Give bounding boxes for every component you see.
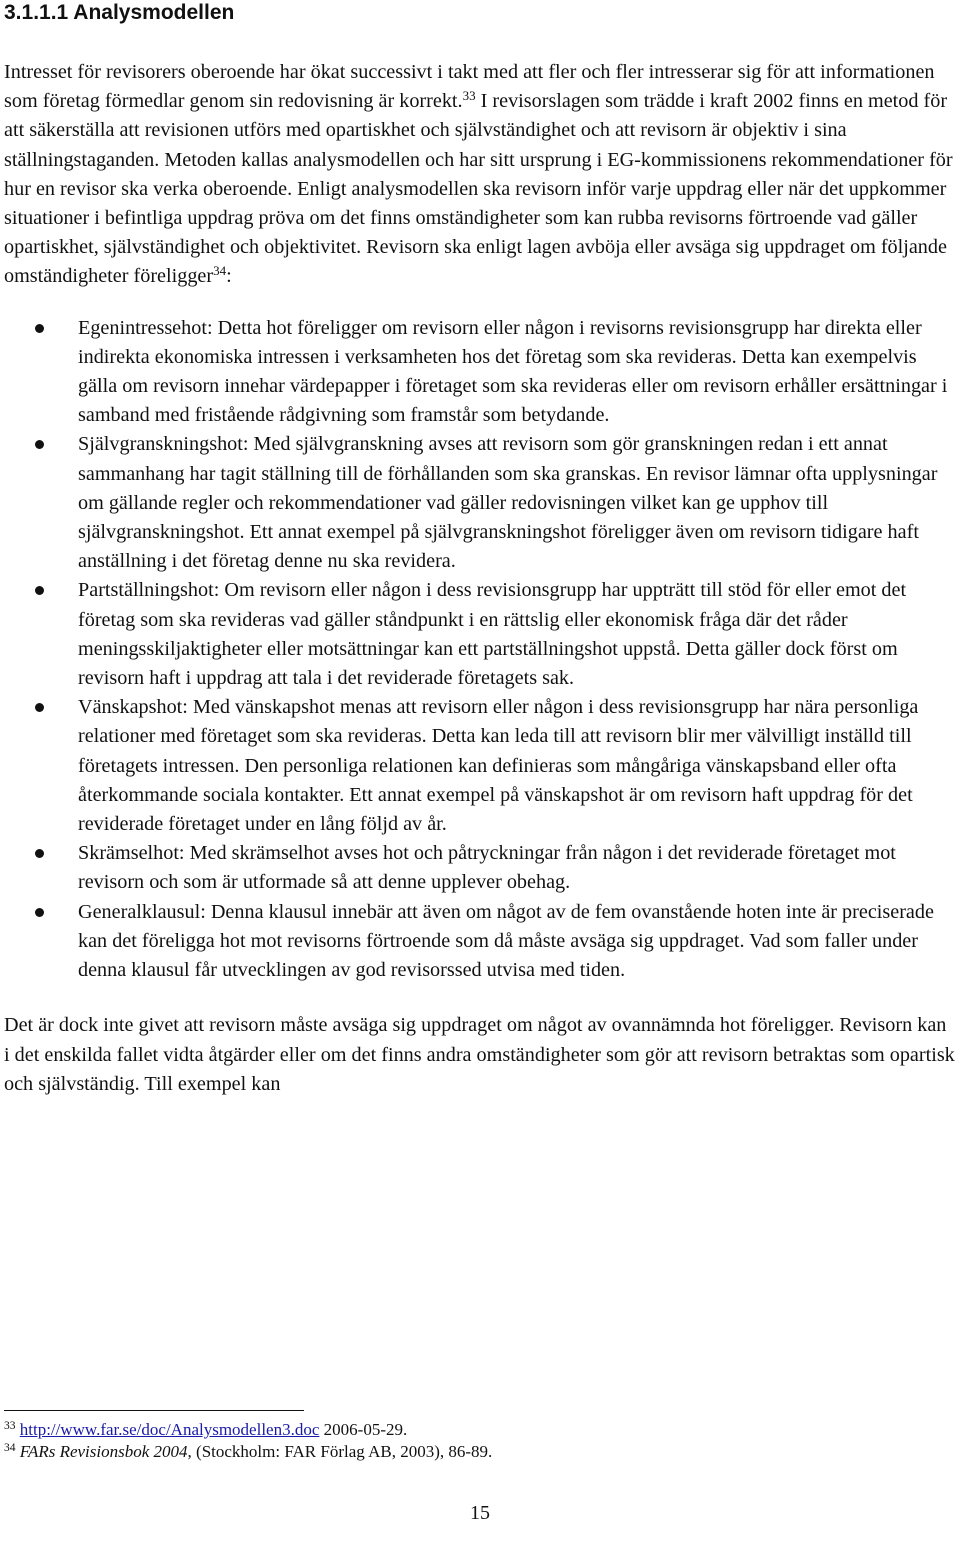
bullet-icon (35, 586, 44, 595)
threat-item-skramsel (4, 839, 956, 897)
footnote-date: 2006-05-29. (319, 1420, 408, 1439)
bullet-icon (35, 849, 44, 858)
threat-text: Egenintressehot: Detta hot föreligger om revisorn eller någon i revisorns revisionsgrupp har direkta eller indirekta ekonomiska intressen i verksamheten hos det företag som ska revideras. Detta kan exempelvis gälla om revisorn innehar värdepapper i företaget som ska revideras eller om revisorn erhåller ersättningar i samband med fristående rådgivning som framstår som betydande. (78, 316, 948, 427)
intro-text-part2: I revisorslagen som trädde i kraft 2002 finns en metod för att säkerställa att revisionen utförs med opartiskhet och självständighet och att revisorn är objektiv i sina ställningstaganden. Metoden kallas analysmodellen och har sitt ursprung i EG-kommissionens rekommendationer för hur en revisor ska verka oberoende. Enligt analysmodellen ska revisorn inför varje uppdrag eller när det uppkommer situationer i befintliga uppdrag pröva om det finns omständigheter som kan rubba revisorns förtroende vad gäller opartiskhet, självständighet och objektivitet. Revisorn ska enligt lagen avböja eller avsäga sig uppdraget om följande omständigheter föreligger (4, 90, 953, 288)
document-page (4, 0, 956, 1461)
bullet-icon (35, 440, 44, 449)
threat-list (4, 314, 956, 986)
threat-item-egenintresse (4, 314, 956, 431)
bullet-icon (35, 324, 44, 333)
footnotes (4, 1419, 956, 1463)
footnote-separator (4, 1410, 304, 1411)
threat-item-sjalvgranskning (4, 430, 956, 576)
footnote-number: 34 (4, 1442, 16, 1454)
bullet-icon (35, 703, 44, 712)
footnote-book-title: FARs Revisionsbok 2004 (19, 1442, 188, 1461)
bullet-icon (35, 908, 44, 917)
footnote-34 (4, 1441, 956, 1463)
threat-text: Självgranskningshot: Med självgranskning avses att revisorn som gör granskningen redan i ett annat sammanhang har tagit ställning till de förhållanden som ska granskas. En revisor lämnar ofta upplysningar om gällande regler och rekommendationer vad gäller redovisningen vilket kan ge upphov till självgranskningshot. Ett annat exempel på självgranskningshot föreligger även om revisorn tidigare haft anställning i det företag denne nu ska revidera. (78, 433, 938, 573)
footnote-citation: , (Stockholm: FAR Förlag AB, 2003), 86-89. (187, 1442, 493, 1461)
intro-text-part1: Intresset för revisorers oberoende har ökat successivt i takt med att fler och fler intresserar sig för att informationen som företag förmedlar genom sin redovisning är korrekt. (4, 61, 935, 113)
threat-item-partstallning (4, 576, 956, 693)
intro-text-part3: : (226, 265, 232, 288)
footnote-link[interactable]: http://www.far.se/doc/Analysmodellen3.doc (19, 1420, 320, 1439)
footnote-ref-33[interactable]: 33 (462, 88, 476, 104)
threat-item-vanskap (4, 693, 956, 839)
footnote-number: 33 (4, 1420, 16, 1432)
threat-item-generalklausul (4, 898, 956, 986)
threat-text: Skrämselhot: Med skrämselhot avses hot och påtryckningar från någon i det reviderade företaget mot revisorn och som är utformade så att denne upplever obehag. (78, 842, 896, 894)
footnote-33 (4, 1419, 956, 1441)
threat-text: Vänskapshot: Med vänskapshot menas att revisorn eller någon i dess revisionsgrupp har nära personliga relationer med företaget som ska revideras. Detta kan leda till att revisorn blir mer välvilligt inställd till företagets intressen. Den personliga relationen kan definieras som mångåriga vänskapsband eller ofta återkommande sociala kontakter. Ett annat exempel på vänskapshot är om revisorn haft uppdrag för det reviderade företaget under en lång följd av år. (78, 696, 919, 836)
closing-paragraph: Det är dock inte givet att revisorn måste avsäga sig uppdraget om något av ovannämnda hot föreligger. Revisorn kan i det enskilda fallet vidta åtgärder eller om det finns andra omständigheter som gör att revisorn betraktas som opartisk och självständig. Till exempel kan (4, 1014, 955, 1095)
page-number: 15 (470, 1502, 490, 1524)
section-heading: 3.1.1.1 Analysmodellen (4, 1, 235, 24)
threat-text: Partställningshot: Om revisorn eller någon i dess revisionsgrupp har uppträtt till stöd för eller emot det företag som ska revideras vad gäller ståndpunkt i en rättslig eller ekonomisk fråga där det råder meningsskiljaktigheter eller motsättningar kan ett partställningshot uppstå. Detta gäller dock först om revisorn haft i uppdrag att tala i det reviderade företagets sak. (78, 579, 907, 690)
threat-text: Generalklausul: Denna klausul innebär att även om något av de fem ovanstående hoten inte är preciserade kan det föreligga hot mot revisorns förtroende som då måste avsäga sig uppdraget. Vad som faller under denna klausul får utvecklingen av god revisorssed utvisa med tiden. (78, 900, 934, 982)
intro-paragraph (4, 58, 956, 292)
footnote-ref-34[interactable]: 34 (213, 263, 227, 279)
